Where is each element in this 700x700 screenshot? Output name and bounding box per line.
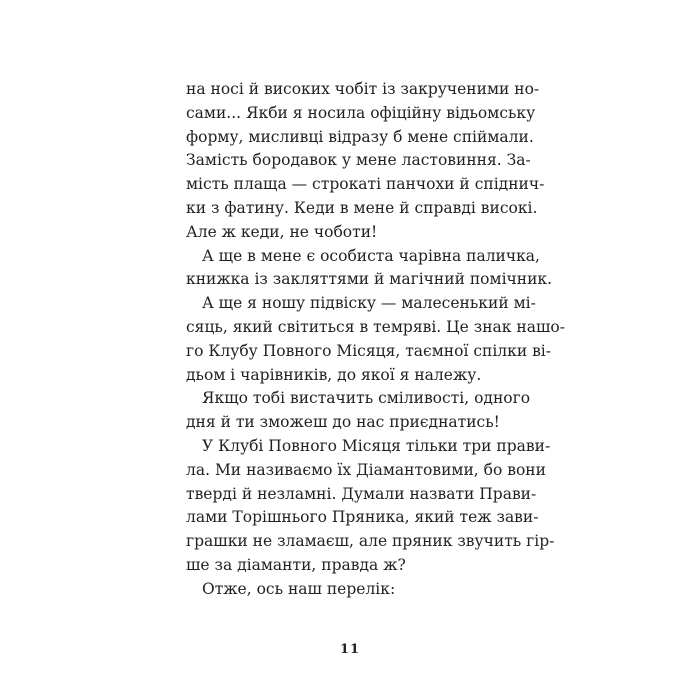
text-line: ше за діаманти, правда ж? — [186, 555, 406, 574]
text-line: А ще в мене є особиста чарівна паличка, — [202, 246, 540, 265]
text-line: Отже, ось наш перелік: — [202, 579, 396, 598]
text-line: грашки не зламаєш, але пряник звучить гір- — [186, 532, 555, 551]
body-text — [186, 78, 565, 602]
text-line: го Клубу Повного Місяця, таємної спілки ві- — [186, 341, 552, 360]
text-line: А ще я ношу підвіску — малесенький мі- — [202, 294, 536, 313]
text-line: форму, мисливці відразу б мене спіймали. — [186, 127, 534, 146]
text-line: Замість бородавок у мене ластовиння. За- — [186, 151, 531, 170]
text-line: дьом і чарівників, до якої я належу. — [186, 365, 482, 384]
text-line: Але ж кеди, не чоботи! — [186, 222, 378, 241]
text-line: ла. Ми називаємо їх Діамантовими, бо вони — [186, 460, 546, 479]
text-line: мість плаща — строкаті панчохи й спіднич- — [186, 175, 545, 194]
text-line: тверді й незламні. Думали назвати Прави- — [186, 484, 537, 503]
text-line: на носі й високих чобіт із закрученими но- — [186, 80, 540, 98]
page-number: 11 — [339, 642, 361, 657]
text-line: сяць, який світиться в темряві. Це знак нашо- — [186, 317, 565, 336]
text-line: дня й ти зможеш до нас приєднатись! — [186, 413, 500, 432]
text-line: лами Торішнього Пряника, який теж зави- — [186, 508, 539, 527]
text-line: книжка із закляттями й магічний помічник. — [186, 270, 553, 289]
text-line: сами... Якби я носила офіційну відьомську — [186, 103, 536, 122]
text-line: Якщо тобі вистачить сміливості, одного — [202, 389, 531, 408]
text-line: ки з фатину. Кеди в мене й справді високі. — [186, 198, 538, 217]
text-line: У Клубі Повного Місяця тільки три прави- — [202, 436, 551, 455]
